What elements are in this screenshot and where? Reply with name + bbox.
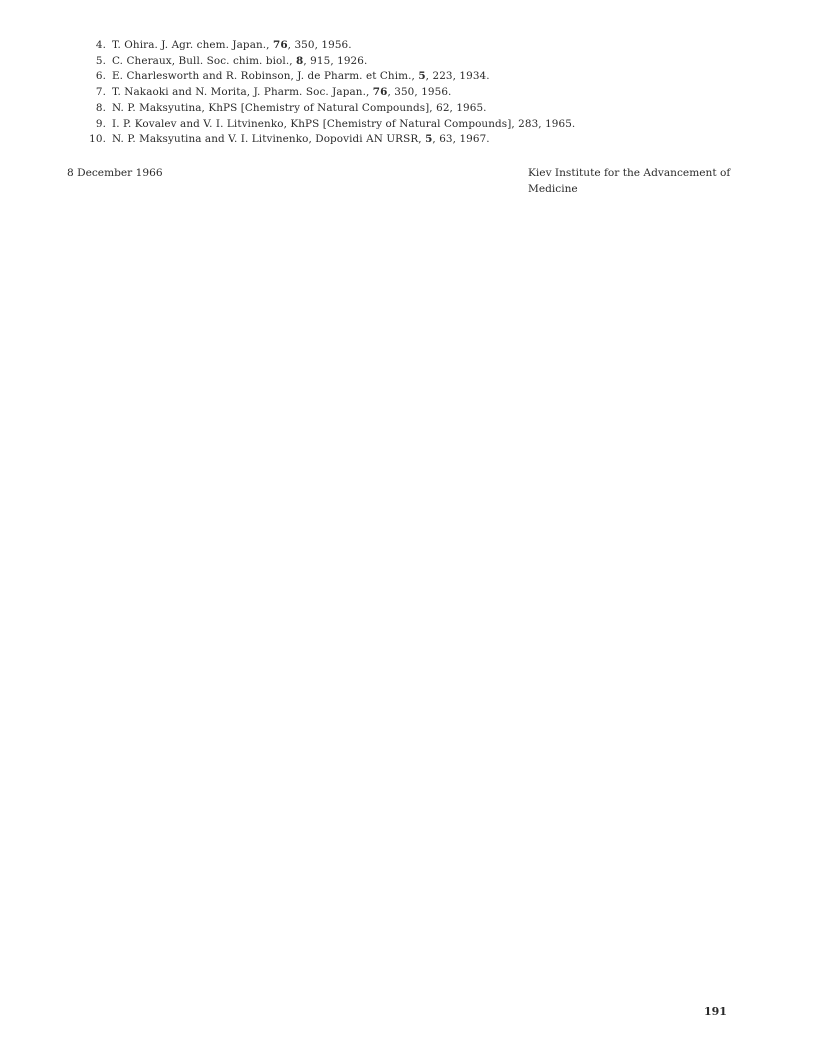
reference-text: I. P. Kovalev and V. I. Litvinenko, KhPS [Chemistry of Natural Compounds], 283, 1965. [112,117,576,130]
reference-number: 8. [95,101,106,114]
reference-text: T. Nakaoki and N. Morita, J. Pharm. Soc. Japan., 76, 350, 1956. [112,86,452,99]
reference-number: 10. [89,133,106,146]
reference-item [88,117,748,133]
reference-text: C. Cheraux, Bull. Soc. chim. biol., 8, 915, 1926. [112,54,368,67]
reference-item [88,54,748,70]
reference-text: N. P. Maksyutina and V. I. Litvinenko, Dopovidi AN URSR, 5, 63, 1967. [112,133,490,146]
page-number: 191 [704,1005,727,1018]
author-affiliation: Kiev Institute for the Advancement of Medicine [528,167,731,195]
reference-number: 9. [95,117,106,130]
reference-number: 6. [95,70,106,83]
reference-text: N. P. Maksyutina, KhPS [Chemistry of Natural Compounds], 62, 1965. [112,101,487,114]
reference-number: 5. [95,54,106,67]
reference-number: 4. [95,39,106,51]
reference-item [88,69,748,85]
reference-item [88,101,748,117]
reference-text: E. Charlesworth and R. Robinson, J. de Pharm. et Chim., 5, 223, 1934. [112,70,490,83]
reference-item [88,132,748,148]
reference-item [88,85,748,101]
reference-number: 7. [95,86,106,99]
reference-item [88,38,748,54]
reference-list [88,38,748,148]
received-date: 8 December 1966 [67,167,163,179]
reference-text: T. Ohira. J. Agr. chem. Japan., 76, 350, 1956. [112,39,352,51]
